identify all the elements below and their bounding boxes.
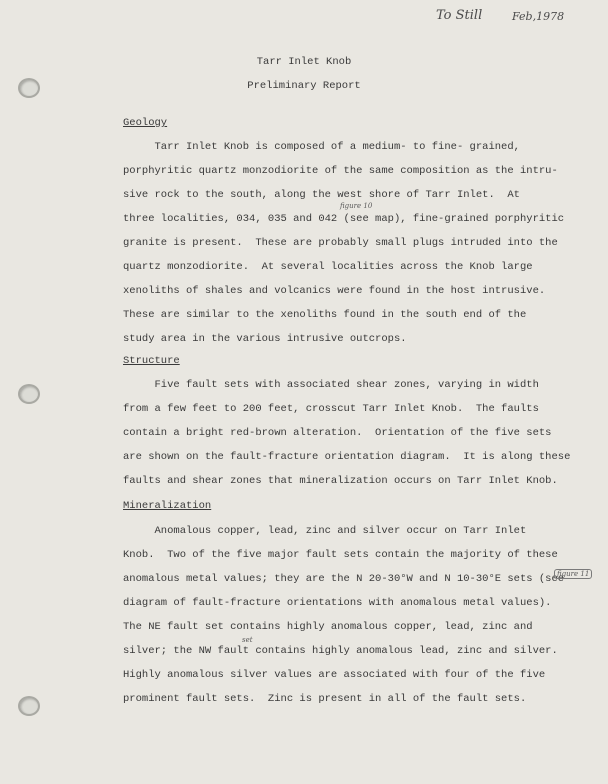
geology-line: granite is present. These are probably small plugs intruded into the <box>123 237 558 249</box>
section-heading-mineralization: Mineralization <box>123 500 212 512</box>
handwritten-figure11-note: figure 11 <box>554 569 592 579</box>
handwritten-date: Feb,1978 <box>512 10 565 23</box>
mineralization-line: Knob. Two of the five major fault sets contain the majority of these <box>123 549 558 561</box>
mineralization-line: The NE fault set contains highly anomalous copper, lead, zinc and <box>123 621 533 633</box>
handwritten-figure10-note: figure 10 <box>340 202 373 210</box>
geology-line: three localities, 034, 035 and 042 (see map), fine-grained porphyritic <box>123 213 565 225</box>
structure-line: from a few feet to 200 feet, crosscut Tarr Inlet Knob. The faults <box>123 403 539 415</box>
geology-line: sive rock to the south, along the west shore of Tarr Inlet. At <box>123 189 520 201</box>
report-title: Tarr Inlet Knob <box>256 56 352 68</box>
binder-hole-bottom <box>18 696 40 716</box>
geology-line: Tarr Inlet Knob is composed of a medium- to fine- grained, <box>123 141 520 153</box>
geology-line: study area in the various intrusive outcrops. <box>123 333 407 345</box>
handwritten-set-note: set <box>242 636 253 644</box>
report-subtitle: Preliminary Report <box>247 80 361 92</box>
geology-line: xenoliths of shales and volcanics were found in the host intrusive. <box>123 285 546 297</box>
structure-line: faults and shear zones that mineralization occurs on Tarr Inlet Knob. <box>123 475 558 487</box>
section-heading-structure: Structure <box>123 355 180 367</box>
geology-line: These are similar to the xenoliths found in the south end of the <box>123 309 527 321</box>
mineralization-line: anomalous metal values; they are the N 20-30°W and N 10-30°E sets (see <box>123 573 565 585</box>
mineralization-line: silver; the NW fault contains highly anomalous lead, zinc and silver. <box>123 645 558 657</box>
geology-line: quartz monzodiorite. At several localities across the Knob large <box>123 261 533 273</box>
structure-line: Five fault sets with associated shear zones, varying in width <box>123 379 539 391</box>
handwritten-recipient: To Still <box>436 8 483 23</box>
mineralization-line: prominent fault sets. Zinc is present in all of the fault sets. <box>123 693 527 705</box>
geology-line: porphyritic quartz monzodiorite of the same composition as the intru- <box>123 165 558 177</box>
structure-line: contain a bright red-brown alteration. Orientation of the five sets <box>123 427 552 439</box>
binder-hole-middle <box>18 384 40 404</box>
mineralization-line: Anomalous copper, lead, zinc and silver occur on Tarr Inlet <box>123 525 527 537</box>
mineralization-line: diagram of fault-fracture orientations with anomalous metal values). <box>123 597 552 609</box>
section-heading-geology: Geology <box>123 117 168 129</box>
structure-line: are shown on the fault-fracture orientation diagram. It is along these <box>123 451 571 463</box>
mineralization-line: Highly anomalous silver values are associated with four of the five <box>123 669 546 681</box>
